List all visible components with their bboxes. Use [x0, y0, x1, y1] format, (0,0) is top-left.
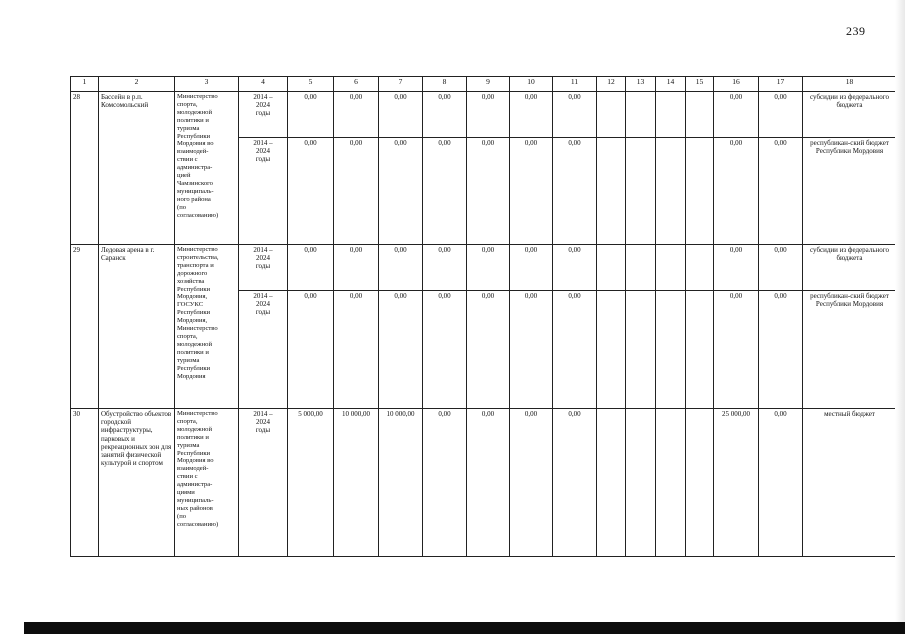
- executor: Министерство строительства, транспорта и дорожного хозяйства Республики Мордовия, ГОСУКС Республики Мордовия, Министерство спорта, молодежной политики и туризма Республики Мордовия: [175, 245, 239, 409]
- value-cell-c17: 0,00: [759, 245, 803, 291]
- value-cell-c17: 0,00: [759, 92, 803, 138]
- period-cell: 2014 – 2024 годы: [239, 138, 288, 245]
- header-cell: 2: [99, 77, 175, 92]
- value-cell-c11: 0,00: [553, 409, 597, 557]
- value-cell-c6: 0,00: [334, 291, 379, 409]
- value-cell-c8: 0,00: [423, 138, 467, 245]
- value-cell-c7: 0,00: [379, 138, 423, 245]
- value-cell-c12: [597, 291, 626, 409]
- table-row: [71, 245, 897, 291]
- value-cell-c13: [626, 409, 656, 557]
- value-cell-c5: 0,00: [288, 138, 334, 245]
- value-cell-c11: 0,00: [553, 138, 597, 245]
- value-cell-c10: 0,00: [510, 138, 553, 245]
- value-cell-c11: 0,00: [553, 291, 597, 409]
- value-cell-c17: 0,00: [759, 409, 803, 557]
- value-cell-c6: 10 000,00: [334, 409, 379, 557]
- value-cell-c5: 5 000,00: [288, 409, 334, 557]
- header-row: [71, 77, 897, 92]
- scan-bottom-border: [24, 622, 905, 634]
- header-cell: 11: [553, 77, 597, 92]
- header-cell: 9: [467, 77, 510, 92]
- value-cell-c16: 25 000,00: [714, 409, 759, 557]
- value-cell-c10: 0,00: [510, 291, 553, 409]
- value-cell-c13: [626, 138, 656, 245]
- value-cell-c5: 0,00: [288, 92, 334, 138]
- value-cell-c17: 0,00: [759, 291, 803, 409]
- header-cell: 4: [239, 77, 288, 92]
- value-cell-c13: [626, 92, 656, 138]
- value-cell-c9: 0,00: [467, 291, 510, 409]
- table-row: [71, 409, 897, 557]
- table-row: [71, 92, 897, 138]
- header-cell: 5: [288, 77, 334, 92]
- header-cell: 3: [175, 77, 239, 92]
- period-cell: 2014 – 2024 годы: [239, 92, 288, 138]
- value-cell-c14: [656, 291, 686, 409]
- header-cell: 7: [379, 77, 423, 92]
- period-cell: 2014 – 2024 годы: [239, 409, 288, 557]
- value-cell-c15: [686, 138, 714, 245]
- header-cell: 15: [686, 77, 714, 92]
- header-cell: 10: [510, 77, 553, 92]
- value-cell-c16: 0,00: [714, 138, 759, 245]
- value-cell-c14: [656, 92, 686, 138]
- value-cell-c13: [626, 291, 656, 409]
- executor: Министерство спорта, молодежной политики и туризма Республики Мордовия во взаимодей- ствии с администра- цией Чамзинского муниципаль- ного района (по согласованию): [175, 92, 239, 245]
- object-name: Обустройство объектов городской инфраструктуры, парковых и рекреационных зон для занятий физической культурой и спортом: [99, 409, 175, 557]
- object-name: Ледовая арена в г. Саранск: [99, 245, 175, 409]
- object-name: Бассейн в р.п. Комсомольский: [99, 92, 175, 245]
- value-cell-c16: 0,00: [714, 291, 759, 409]
- program-table: [70, 76, 897, 557]
- value-cell-c10: 0,00: [510, 245, 553, 291]
- page-number: 239: [846, 24, 866, 38]
- value-cell-c14: [656, 409, 686, 557]
- value-cell-c9: 0,00: [467, 409, 510, 557]
- value-cell-c6: 0,00: [334, 245, 379, 291]
- executor: Министерство спорта, молодежной политики и туризма Республики Мордовия во взаимодей- ствии с администра- циями муниципаль- ных районов (по согласованию): [175, 409, 239, 557]
- value-cell-c7: 0,00: [379, 245, 423, 291]
- value-cell-c9: 0,00: [467, 92, 510, 138]
- value-cell-c5: 0,00: [288, 245, 334, 291]
- value-cell-c7: 0,00: [379, 92, 423, 138]
- value-cell-c12: [597, 138, 626, 245]
- value-cell-c13: [626, 245, 656, 291]
- funding-source: республикан-ский бюджет Республики Мордовия: [803, 291, 897, 409]
- value-cell-c14: [656, 138, 686, 245]
- value-cell-c8: 0,00: [423, 245, 467, 291]
- header-cell: 6: [334, 77, 379, 92]
- value-cell-c11: 0,00: [553, 245, 597, 291]
- header-cell: 12: [597, 77, 626, 92]
- value-cell-c10: 0,00: [510, 92, 553, 138]
- value-cell-c16: 0,00: [714, 92, 759, 138]
- value-cell-c9: 0,00: [467, 245, 510, 291]
- value-cell-c15: [686, 92, 714, 138]
- value-cell-c11: 0,00: [553, 92, 597, 138]
- header-cell: 18: [803, 77, 897, 92]
- value-cell-c12: [597, 92, 626, 138]
- header-cell: 17: [759, 77, 803, 92]
- value-cell-c6: 0,00: [334, 138, 379, 245]
- value-cell-c16: 0,00: [714, 245, 759, 291]
- value-cell-c6: 0,00: [334, 92, 379, 138]
- value-cell-c8: 0,00: [423, 92, 467, 138]
- period-cell: 2014 – 2024 годы: [239, 291, 288, 409]
- funding-source: республикан-ский бюджет Республики Мордовия: [803, 138, 897, 245]
- value-cell-c8: 0,00: [423, 291, 467, 409]
- value-cell-c15: [686, 245, 714, 291]
- value-cell-c7: 10 000,00: [379, 409, 423, 557]
- header-cell: 13: [626, 77, 656, 92]
- value-cell-c14: [656, 245, 686, 291]
- header-cell: 1: [71, 77, 99, 92]
- value-cell-c7: 0,00: [379, 291, 423, 409]
- value-cell-c5: 0,00: [288, 291, 334, 409]
- value-cell-c9: 0,00: [467, 138, 510, 245]
- period-cell: 2014 – 2024 годы: [239, 245, 288, 291]
- row-number: 30: [71, 409, 99, 557]
- value-cell-c17: 0,00: [759, 138, 803, 245]
- header-cell: 8: [423, 77, 467, 92]
- row-number: 29: [71, 245, 99, 409]
- funding-source: субсидии из федерального бюджета: [803, 245, 897, 291]
- value-cell-c8: 0,00: [423, 409, 467, 557]
- value-cell-c12: [597, 409, 626, 557]
- scan-edge-shadow: [895, 0, 905, 634]
- header-cell: 14: [656, 77, 686, 92]
- value-cell-c15: [686, 409, 714, 557]
- header-cell: 16: [714, 77, 759, 92]
- value-cell-c10: 0,00: [510, 409, 553, 557]
- funding-source: местный бюджет: [803, 409, 897, 557]
- funding-source: субсидии из федерального бюджета: [803, 92, 897, 138]
- value-cell-c15: [686, 291, 714, 409]
- value-cell-c12: [597, 245, 626, 291]
- row-number: 28: [71, 92, 99, 245]
